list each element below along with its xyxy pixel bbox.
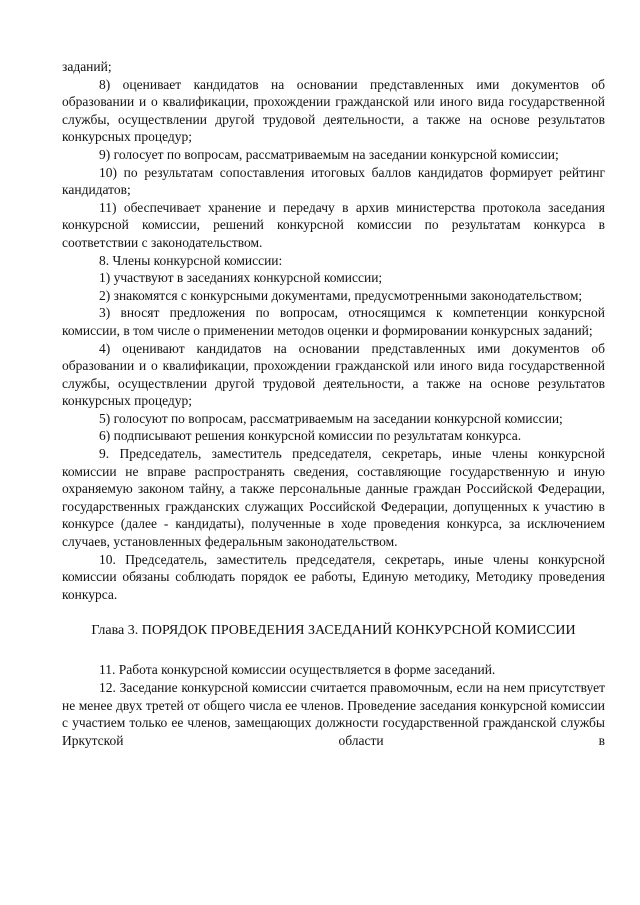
document-body-before <box>62 58 605 603</box>
paragraph: 1) участвуют в заседаниях конкурсной комиссии; <box>99 270 383 286</box>
paragraph: 2) знакомятся с конкурсными документами, предусмотренными законодательством; <box>99 287 583 303</box>
paragraph: 11. Работа конкурсной комиссии осуществляется в форме заседаний. <box>99 662 496 678</box>
paragraph: 5) голосуют по вопросам, рассматриваемым на заседании конкурсной комиссии; <box>99 410 563 426</box>
paragraph: заданий; <box>62 59 112 74</box>
document-page <box>62 58 605 749</box>
chapter-title: Глава 3. ПОРЯДОК ПРОВЕДЕНИЯ ЗАСЕДАНИЙ КОНКУРСНОЙ КОМИССИИ <box>91 623 576 639</box>
paragraph: 8) оценивает кандидатов на основании представленных ими документов об образовании и о квалификации, прохождении гражданской или иного вида государственной службы, осуществлении другой трудовой деятельности, а также на основе результатов конкурсных процедур; <box>62 76 605 145</box>
paragraph: 10) по результатам сопоставления итоговых баллов кандидатов формирует рейтинг кандидатов; <box>62 164 605 198</box>
paragraph: 4) оценивают кандидатов на основании представленных ими документов об образовании и о квалификации, прохождении гражданской или иного вида государственной службы, осуществлении другой трудовой деятельности, а также на основе результатов конкурсных процедур; <box>62 340 605 409</box>
paragraph: 8. Члены конкурсной комиссии: <box>99 252 283 268</box>
paragraph: 6) подписывают решения конкурсной комиссии по результатам конкурса. <box>99 428 522 444</box>
paragraph: 3) вносят предложения по вопросам, относящимся к компетенции конкурсной комиссии, в том числе о применении методов оценки и формировании конкурсных заданий; <box>62 305 605 338</box>
paragraph: 10. Председатель, заместитель председателя, секретарь, иные члены конкурсной комиссии обязаны соблюдать порядок ее работы, Единую методику, Методику проведения конкурса. <box>62 551 605 602</box>
paragraph: 9) голосует по вопросам, рассматриваемым на заседании конкурсной комиссии; <box>99 146 559 162</box>
paragraph: 9. Председатель, заместитель председателя, секретарь, иные члены конкурсной комиссии не вправе распространять сведения, составляющие государственную и иную охраняемую законом тайну, а также персональные данные граждан Российской Федерации, государственных гражданских служащих Российской Федерации, допущенных к участию в конкурсе (далее - кандидаты), полученные в ходе проведения конкурса, за исключением случаев, установленных федеральным законодательством. <box>62 446 605 550</box>
paragraph: 12. Заседание конкурсной комиссии считается правомочным, если на нем присутствует не менее двух третей от общего числа ее членов. Проведение заседания конкурсной комиссии с участием только ее членов, замещающих должности государственной гражданской службы Иркутской области в <box>62 680 605 748</box>
paragraph: 11) обеспечивает хранение и передачу в архив министерства протокола заседания конкурсной комиссии, решений конкурсной комиссии по результатам конкурса в соответствии с законодательством. <box>62 199 605 250</box>
document-body-after <box>62 661 605 749</box>
